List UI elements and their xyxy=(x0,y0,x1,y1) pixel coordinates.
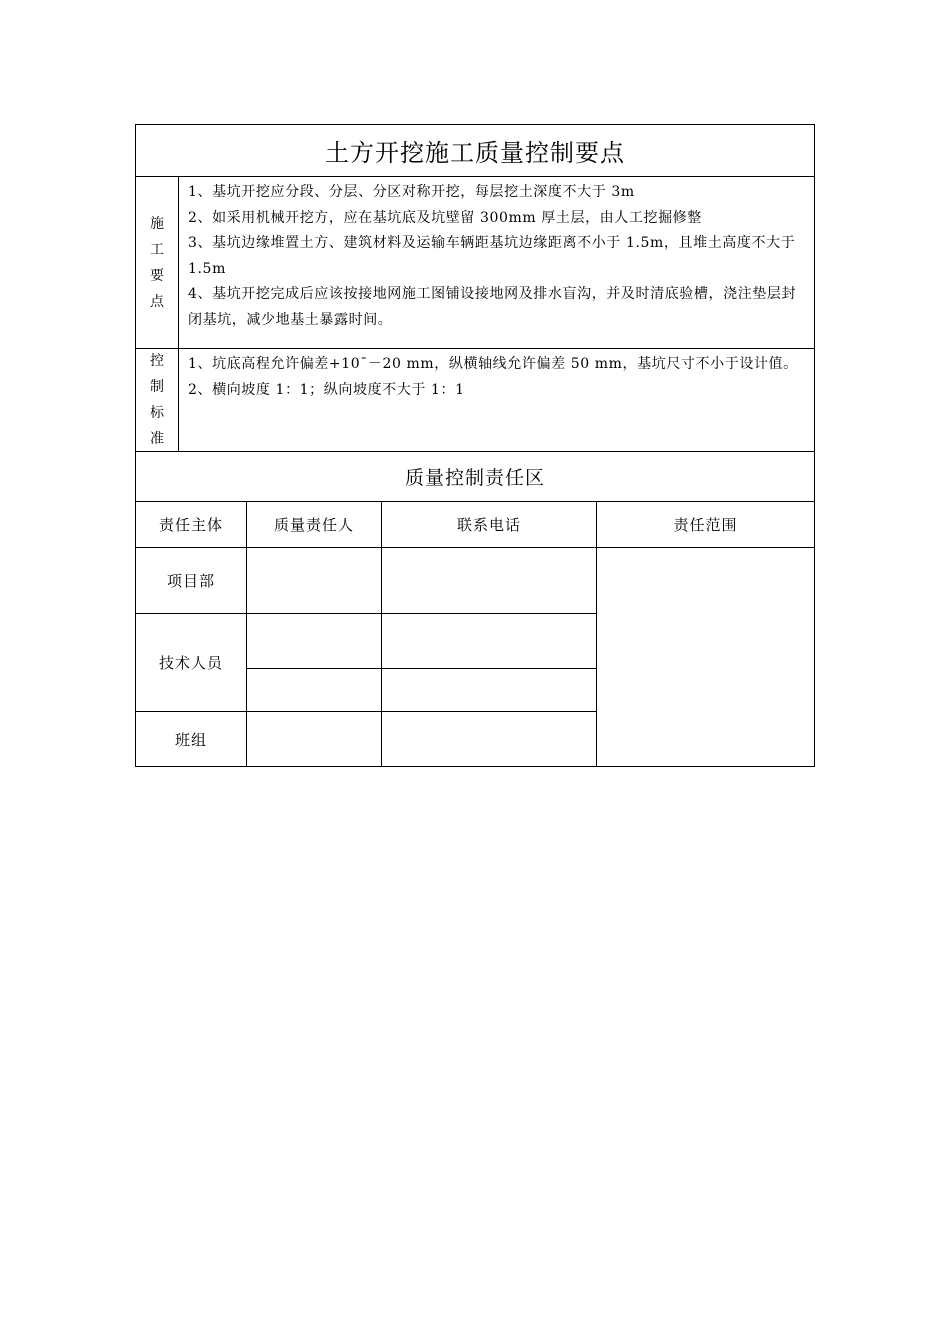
divider xyxy=(246,668,596,669)
header-responsible-entity: 责任主体 xyxy=(158,516,223,534)
construction-point-item: 3、基坑边缘堆置土方、建筑材料及运输车辆距基坑边缘距离不小于 1.5m，且堆土高度不大于 1.5m xyxy=(188,235,796,277)
label-char: 工 xyxy=(150,241,164,258)
construction-points-content xyxy=(179,177,814,348)
contact-phone-cell xyxy=(382,548,596,613)
construction-point-item: 2、如采用机械开挖方，应在基坑底及坑壁留 300mm 厚土层，由人工挖掘修整 xyxy=(188,209,702,226)
header-contact-phone: 联系电话 xyxy=(456,516,521,534)
label-char: 要 xyxy=(150,267,164,284)
label-char: 标 xyxy=(150,405,164,421)
header-responsibility-scope: 责任范围 xyxy=(673,516,738,534)
label-char: 点 xyxy=(150,293,164,310)
page-title: 土方开挖施工质量控制要点 xyxy=(325,139,625,167)
label-char: 施 xyxy=(150,215,164,232)
responsibility-scope-cell xyxy=(597,548,814,767)
header-quality-person: 质量责任人 xyxy=(273,516,354,534)
row-label-project-dept: 项目部 xyxy=(166,572,215,590)
row-label-technical-staff: 技术人员 xyxy=(158,654,223,672)
responsibility-title: 质量控制责任区 xyxy=(404,467,545,489)
quality-control-table xyxy=(135,124,815,767)
control-standard-label xyxy=(136,349,178,451)
control-standard-item: 2、横向坡度 1：1；纵向坡度不大于 1：1 xyxy=(188,381,465,398)
quality-person-cell xyxy=(247,548,381,613)
construction-point-item: 1、基坑开挖应分段、分层、分区对称开挖，每层挖土深度不大于 3m xyxy=(188,184,635,200)
construction-point-item: 4、基坑开挖完成后应该按接地网施工图铺设接地网及排水盲沟，并及时清底验槽，浇注垫层封闭基坑，减少地基土暴露时间。 xyxy=(188,286,797,328)
divider xyxy=(381,502,382,767)
label-char: 准 xyxy=(150,431,164,447)
label-char: 控 xyxy=(150,353,164,369)
control-standard-item: 1、坑底高程允许偏差+10¯－20 mm，纵横轴线允许偏差 50 mm，基坑尺寸不小于设计值。 xyxy=(188,356,798,372)
label-char: 制 xyxy=(150,379,164,395)
row-label-team: 班组 xyxy=(174,731,207,749)
construction-points-label xyxy=(136,177,178,348)
control-standard-content xyxy=(179,349,814,451)
divider xyxy=(246,502,247,767)
